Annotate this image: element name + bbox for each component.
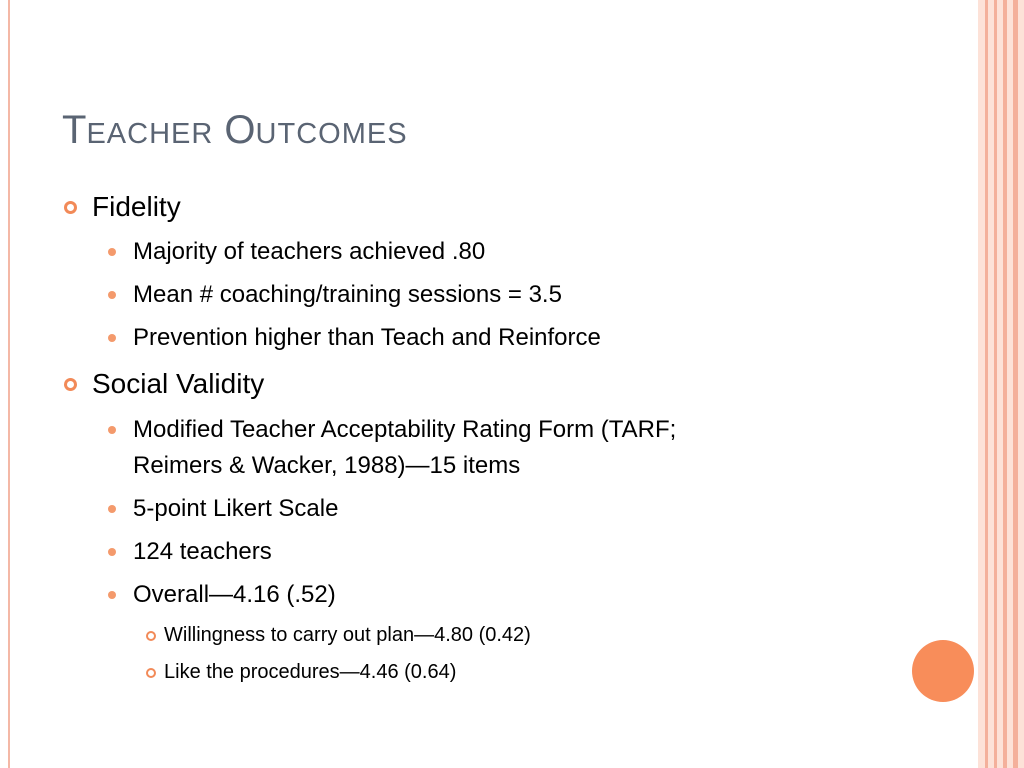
bullet-icon (108, 291, 116, 299)
bullet-icon (108, 426, 116, 434)
ring-bullet-icon (146, 631, 156, 641)
list-item: Majority of teachers achieved .80 (133, 238, 486, 265)
bullet-icon (108, 505, 116, 513)
bullet-icon (108, 334, 116, 342)
bullet-icon (108, 248, 116, 256)
section-heading: Social Validity (92, 368, 265, 399)
decorative-circle (912, 640, 974, 702)
list-item: 124 teachers (133, 538, 272, 565)
slide-title: TEACHER OUTCOMES (62, 108, 408, 152)
list-item: Mean # coaching/training sessions = 3.5 (133, 281, 562, 308)
list-item-continuation: Reimers & Wacker, 1988)—15 items (133, 452, 521, 479)
right-border-stripe (1003, 0, 1007, 768)
ring-bullet-icon (146, 668, 156, 678)
list-item: 5-point Likert Scale (133, 495, 339, 522)
list-item: Modified Teacher Acceptability Rating Form (TARF; (133, 416, 677, 443)
ring-bullet-icon (64, 378, 77, 391)
sub-list-item: Like the procedures—4.46 (0.64) (164, 661, 457, 683)
right-border-stripe (994, 0, 997, 768)
sub-list-item: Willingness to carry out plan—4.80 (0.42) (164, 624, 531, 646)
bullet-icon (108, 591, 116, 599)
section-heading: Fidelity (92, 191, 181, 222)
list-item: Prevention higher than Teach and Reinforce (133, 324, 601, 351)
bullet-icon (108, 548, 116, 556)
right-border-stripe (1013, 0, 1018, 768)
list-item: Overall—4.16 (.52) (133, 581, 336, 608)
left-border-line (8, 0, 10, 768)
ring-bullet-icon (64, 201, 77, 214)
right-border-stripe (985, 0, 988, 768)
